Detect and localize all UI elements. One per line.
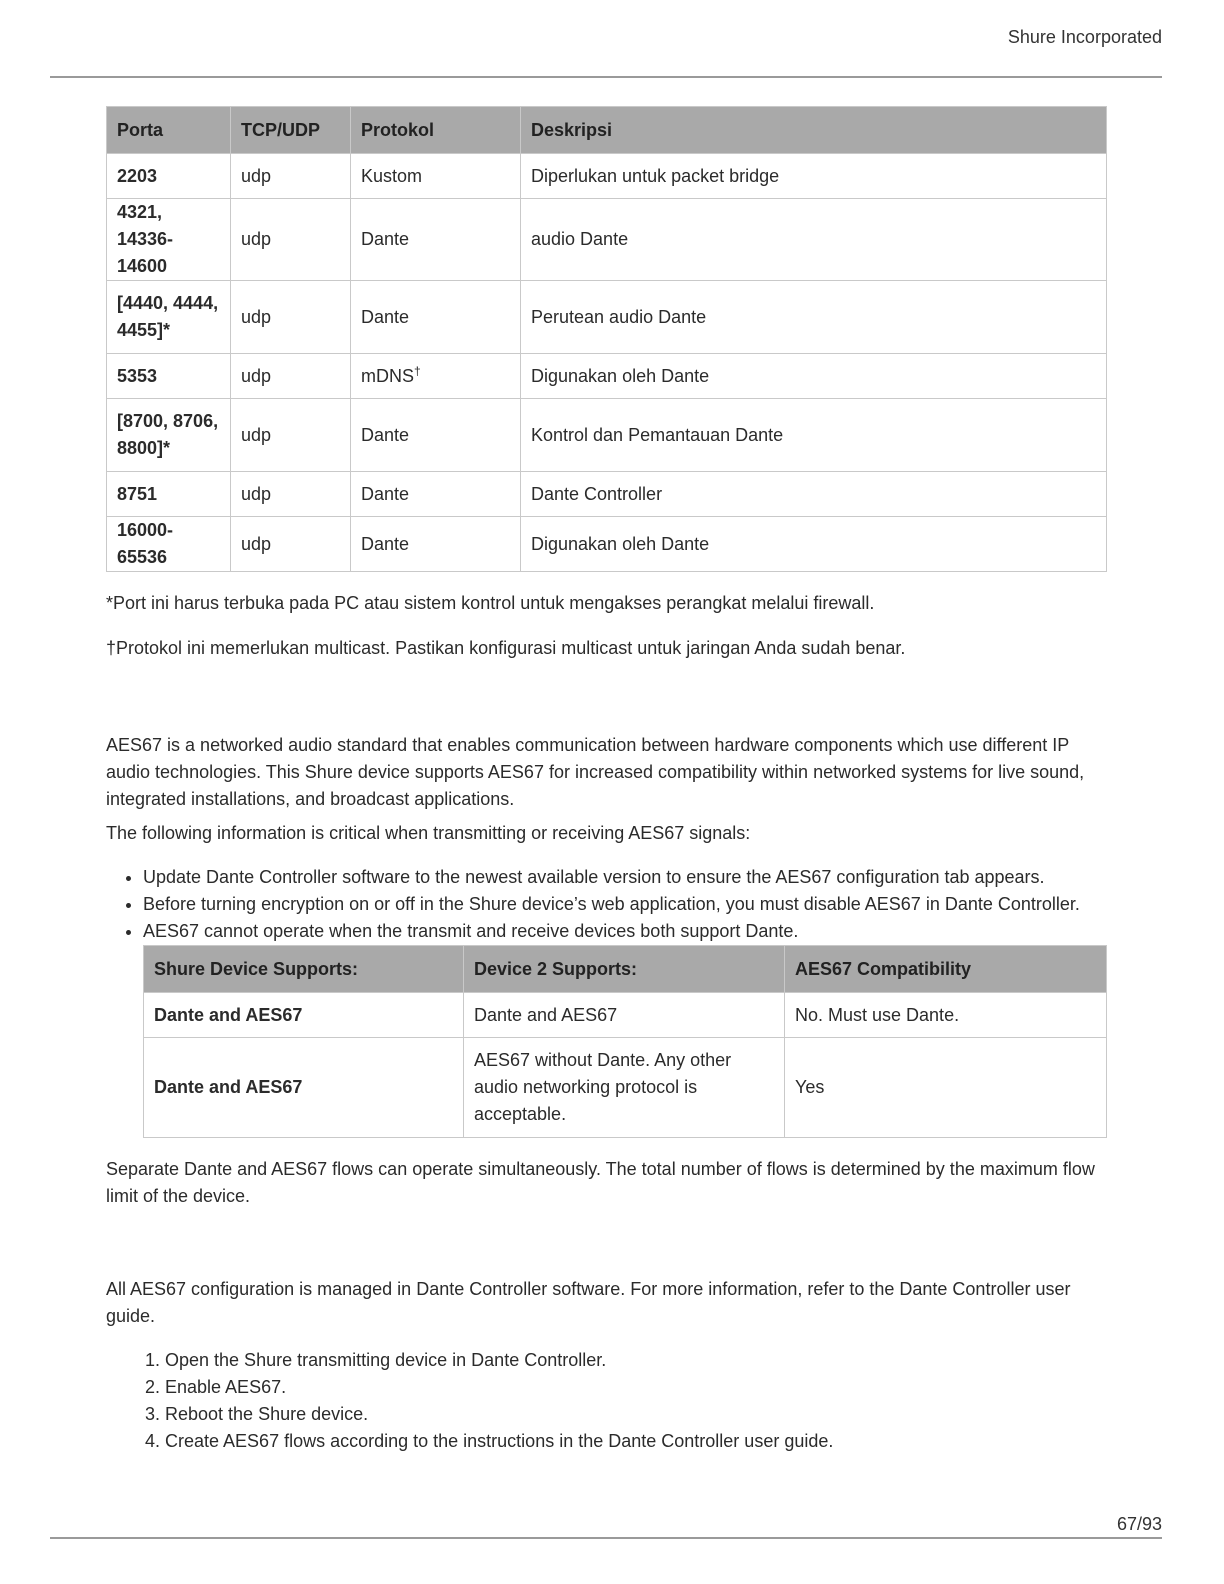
transport-cell: udp — [231, 517, 351, 572]
ports-col-protokol: Protokol — [351, 107, 521, 154]
aes67-intro-paragraph: AES67 is a networked audio standard that enables communication between hardware components which use different IP audio technologies. This Shure device supports AES67 for increased compatibility within networked systems for live sound, integrated installations, and broadcast applications. — [106, 735, 1085, 809]
port-cell: 5353 — [107, 354, 231, 399]
protocol-cell — [351, 281, 521, 354]
config-steps-list — [106, 1347, 1107, 1455]
protocol-cell — [351, 517, 521, 572]
protocol-cell — [351, 472, 521, 517]
device2-support-cell: AES67 without Dante. Any other audio networking protocol is acceptable. — [464, 1038, 785, 1138]
port-cell: 16000-65536 — [107, 517, 231, 572]
footer-divider — [50, 1537, 1162, 1539]
protocol-text: mDNS — [361, 365, 414, 386]
page-number: 67/93 — [1116, 1514, 1162, 1534]
transport-cell: udp — [231, 354, 351, 399]
compat-table-wrapper — [143, 945, 1107, 1138]
protocol-text: Dante — [361, 306, 410, 327]
port-cell: 2203 — [107, 154, 231, 199]
ports-table — [106, 106, 1107, 572]
protocol-text: Kustom — [361, 165, 423, 186]
protocol-cell — [351, 399, 521, 472]
dagger-note: †Protokol ini memerlukan multicast. Pastikan konfigurasi multicast untuk jaringan Anda sudah benar. — [106, 638, 906, 658]
list-item: 3. Reboot the Shure device. — [165, 1401, 1107, 1428]
description-cell: Digunakan oleh Dante — [521, 517, 1107, 572]
description-cell: Digunakan oleh Dante — [521, 354, 1107, 399]
protocol-cell — [351, 354, 521, 399]
device2-support-cell: Dante and AES67 — [464, 993, 785, 1038]
compat-col-shure: Shure Device Supports: — [144, 946, 464, 993]
ports-col-deskripsi: Deskripsi — [521, 107, 1107, 154]
protocol-text: Dante — [361, 424, 410, 445]
config-intro-paragraph: All AES67 configuration is managed in Dante Controller software. For more information, refer to the Dante Controller user guide. — [106, 1279, 1071, 1326]
description-cell: Kontrol dan Pemantauan Dante — [521, 399, 1107, 472]
transport-cell: udp — [231, 199, 351, 281]
transport-cell: udp — [231, 281, 351, 354]
shure-support-cell: Dante and AES67 — [144, 993, 464, 1038]
separate-flows-paragraph: Separate Dante and AES67 flows can operate simultaneously. The total number of flows is determined by the maximum flow limit of the device. — [106, 1159, 1095, 1206]
description-cell: Diperlukan untuk packet bridge — [521, 154, 1107, 199]
aes67-critical-lead: The following information is critical when transmitting or receiving AES67 signals: — [106, 823, 751, 843]
table-row — [107, 154, 1107, 199]
ports-table-header-row — [107, 107, 1107, 154]
page-content — [106, 106, 1107, 1455]
transport-cell: udp — [231, 472, 351, 517]
table-row — [107, 517, 1107, 572]
ports-col-porta: Porta — [107, 107, 231, 154]
transport-cell: udp — [231, 154, 351, 199]
aes67-compatibility-table — [143, 945, 1107, 1138]
compat-col-device2: Device 2 Supports: — [464, 946, 785, 993]
protocol-text: Dante — [361, 229, 410, 249]
port-cell: [8700, 8706, 8800]* — [107, 399, 231, 472]
list-item: • Update Dante Controller software to the newest available version to ensure the AES67 configuration tab appears. — [143, 864, 1107, 891]
list-item: 2. Enable AES67. — [165, 1374, 1107, 1401]
list-item: 1. Open the Shure transmitting device in Dante Controller. — [165, 1347, 1107, 1374]
protocol-cell — [351, 199, 521, 281]
protocol-text: Dante — [361, 483, 410, 504]
aes67-bullet-list — [106, 864, 1107, 945]
list-item: • Before turning encryption on or off in the Shure device’s web application, you must disable AES67 in Dante Controller. — [143, 891, 1107, 918]
port-cell: 8751 — [107, 472, 231, 517]
table-row — [144, 1038, 1107, 1138]
protocol-text: Dante — [361, 533, 410, 554]
dagger-footnote-mark: † — [414, 363, 421, 378]
asterisk-note: *Port ini harus terbuka pada PC atau sistem kontrol untuk mengakses perangkat melalui firewall. — [106, 593, 875, 613]
table-row — [107, 281, 1107, 354]
port-cell: [4440, 4444, 4455]* — [107, 281, 231, 354]
compat-table-header-row — [144, 946, 1107, 993]
table-row — [107, 399, 1107, 472]
table-row — [107, 354, 1107, 399]
list-item: 4. Create AES67 flows according to the instructions in the Dante Controller user guide. — [165, 1428, 1107, 1455]
protocol-cell — [351, 154, 521, 199]
compat-cell: No. Must use Dante. — [785, 993, 1107, 1038]
compat-cell: Yes — [785, 1038, 1107, 1138]
transport-cell: udp — [231, 399, 351, 472]
header-company-name: Shure Incorporated — [1007, 27, 1162, 47]
port-cell: 4321, 14336-14600 — [107, 199, 231, 281]
table-row — [144, 993, 1107, 1038]
header-divider — [50, 76, 1162, 78]
description-cell: audio Dante — [521, 199, 1107, 281]
description-cell: Dante Controller — [521, 472, 1107, 517]
ports-col-tcp-udp: TCP/UDP — [231, 107, 351, 154]
shure-support-cell: Dante and AES67 — [144, 1038, 464, 1138]
list-item: • AES67 cannot operate when the transmit and receive devices both support Dante. — [143, 918, 1107, 945]
description-cell: Perutean audio Dante — [521, 281, 1107, 354]
table-row — [107, 472, 1107, 517]
table-row — [107, 199, 1107, 281]
compat-col-compat: AES67 Compatibility — [785, 946, 1107, 993]
